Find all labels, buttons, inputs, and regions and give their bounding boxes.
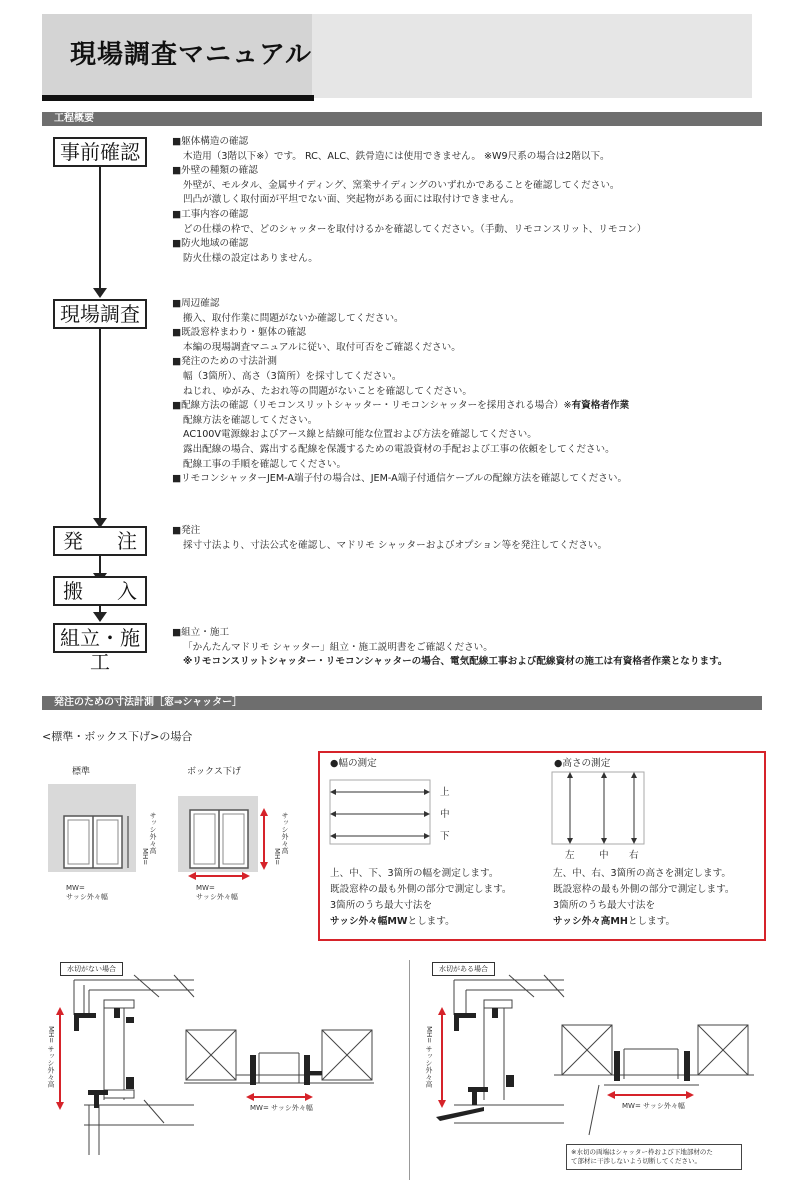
mw-sub-box: サッシ外々幅 [196, 893, 238, 901]
step-item-text: ■リモコンシャッターJEM-A端子付の場合は、JEM-A端子付通信ケーブルの配線方法を確認してください。 [172, 473, 628, 485]
step-item-line [172, 539, 772, 554]
step-item-text: 本編の現場調査マニュアルに従い、取付可否をご確認ください。 [183, 341, 461, 353]
step-item-line [172, 341, 772, 356]
height-line-1: 左、中、右、3箇所の高さを測定します。 [553, 868, 732, 879]
step-box-delivery [53, 576, 147, 606]
step-name-char: 搬 [63, 579, 83, 603]
step-item-text: ※リモコンスリットシャッター・リモコンシャッターの場合、電気配線工事および配線資材の施工は有資格者作業となります。 [183, 656, 728, 668]
step-item-line [172, 164, 772, 179]
flow-arrow-1 [93, 288, 107, 298]
flow-line-1 [99, 150, 101, 290]
mh-full-label-left: MH= サッシ外々高 [47, 1026, 55, 1088]
step-item-text: ■発注 [172, 525, 201, 536]
step-item-line [172, 252, 772, 267]
step-item-text: ■外壁の種類の確認 [172, 165, 258, 177]
step-item-line [172, 655, 772, 670]
width-bold: サッシ外々幅MW [330, 916, 408, 927]
step-item-line [172, 223, 772, 238]
section-diagram-no-drain [44, 975, 404, 1165]
step-box-order [53, 526, 147, 556]
width-line-4 [330, 914, 512, 930]
width-mark-middle: 中 [440, 809, 450, 820]
step-item-line [172, 312, 772, 327]
mw-sub-standard: サッシ外々幅 [66, 893, 108, 901]
mh-full-label-right: MH= サッシ外々高 [425, 1026, 433, 1088]
width-line-1: 上、中、下、3箇所の幅を測定します。 [330, 868, 499, 879]
step-item-line [172, 641, 772, 656]
step-name-char: 発 [63, 529, 83, 553]
mh-sub-box: サッシ外々高 [281, 812, 289, 854]
mw-label-standard: MW= [66, 884, 85, 892]
step-item-line [172, 179, 772, 194]
step-item-line [172, 414, 772, 429]
step-item-line [172, 193, 772, 208]
step-item-line [172, 443, 772, 458]
step-item-line [172, 150, 772, 165]
mh-sub-standard: サッシ外々高 [149, 812, 157, 854]
header-underline [42, 95, 314, 101]
flow-line-2 [99, 310, 101, 520]
standard-label: 標準 [72, 767, 91, 777]
mh-label-box: MH= [273, 848, 281, 866]
width-mark-top: 上 [440, 787, 450, 798]
drain-note [566, 1144, 742, 1170]
no-drain-tag: 水切がない場合 [60, 962, 123, 976]
step-item-text: どの仕様の枠で、どのシャッターを取付けるかを確認してください。（手動、リモコンスリット、リモコン） [183, 223, 647, 235]
step-item-text: ねじれ、ゆがみ、たおれ等の問題がないことを確認してください。 [183, 385, 472, 397]
width-title: ●幅の測定 [330, 758, 377, 769]
step-item-text: ■組立・施工 [172, 627, 230, 638]
step-item-text: 凹凸が激しく取付面が平坦でない面、突起物がある面には取付けできません。 [183, 194, 520, 206]
header-banner [42, 14, 752, 98]
step-item-line [172, 326, 772, 341]
step-text-pre-check [172, 135, 772, 266]
step-item-line [172, 524, 772, 539]
step-item-text: 配線工事の手順を確認してください。 [183, 458, 347, 470]
step-item-line [172, 355, 772, 370]
step-item-text: ■発注のための寸法計測 [172, 356, 278, 368]
step-item-line [172, 370, 772, 385]
step-item-line [172, 458, 772, 473]
width-line-2: 既設窓枠の最も外側の部分で測定します。 [330, 884, 512, 895]
section-diagram-with-drain [414, 975, 784, 1165]
mh-label-standard: MH= [141, 848, 149, 866]
step-item-text: 採寸寸法より、寸法公式を確認し、マドリモ シャッターおよびオプション等を発注してください。 [183, 539, 608, 551]
vertical-divider [409, 960, 410, 1180]
step-item-line [172, 297, 772, 312]
step-text-order [172, 524, 772, 553]
box-label: ボックス下げ [187, 767, 241, 777]
measure-diagrams [326, 776, 766, 866]
step-item-text: 幅（3箇所）、高さ（3箇所）を採寸してください。 [183, 370, 402, 382]
step-item-text: 「かんたんマドリモ シャッター」組立・施工説明書をご確認ください。 [183, 641, 493, 653]
step-item-text: 外壁が、モルタル、金属サイディング、窯業サイディングのいずれかであることを確認してください。 [183, 179, 620, 191]
height-mark-middle: 中 [599, 850, 609, 861]
section-bar-overview: 工程概要 [42, 112, 762, 126]
height-suffix: とします。 [627, 916, 676, 927]
mw-full-label-right: MW= サッシ外々幅 [622, 1102, 685, 1110]
drain-note-line-1: ※水切の両端はシャッター枠および下地部材のた [571, 1148, 713, 1156]
height-mark-right: 右 [629, 850, 639, 861]
step-item-line [172, 208, 772, 223]
step-text-site-survey [172, 297, 772, 487]
height-line-3: 3箇所のうち最大寸法を [553, 900, 656, 911]
with-drain-tag: 水切がある場合 [432, 962, 495, 976]
step-name-char: 注 [117, 529, 137, 553]
width-line-3: 3箇所のうち最大寸法を [330, 900, 433, 911]
step-item-line [172, 237, 772, 252]
height-description [553, 866, 735, 930]
step-item-text: 配線方法を確認してください。 [183, 414, 318, 426]
section-bar-measure: 発注のための寸法計測［窓⇒シャッター］ [42, 696, 762, 710]
step-box-pre-check: 事前確認 [53, 137, 147, 167]
height-line-2: 既設窓枠の最も外側の部分で測定します。 [553, 884, 735, 895]
step-box-assembly: 組立・施工 [53, 623, 147, 653]
step-item-line [172, 385, 772, 400]
step-item-text: 露出配線の場合、露出する配線を保護するための電設資材の手配および工事の依頼をしてください。 [183, 443, 615, 455]
step-item-text: 木造用（3階以下※）です。 RC、ALC、鉄骨造には使用できません。 ※W9尺系の場合は2階以下。 [183, 150, 610, 162]
step-item-text: ■配線方法の確認（リモコンスリットシャッター・リモコンシャッターを採用される場合）※ [172, 400, 572, 412]
step-name-char: 入 [117, 579, 137, 603]
height-bold: サッシ外々高MH [553, 916, 628, 927]
step-item-line [172, 472, 772, 487]
step-item-text: 搬入、取付作業に問題がないか確認してください。 [183, 312, 404, 324]
height-line-4 [553, 914, 735, 930]
step-item-text: AC100V電源線およびアース線と結線可能な位置および方法を確認してください。 [183, 429, 537, 441]
step-box-site-survey: 現場調査 [53, 299, 147, 329]
flow-line-3 [99, 555, 101, 575]
width-suffix: とします。 [407, 916, 455, 927]
step-item-text: ■工事内容の確認 [172, 208, 249, 220]
height-mark-left: 左 [565, 850, 575, 861]
mw-full-label-left: MW= サッシ外々幅 [250, 1104, 313, 1112]
case-title: <標準・ボックス下げ>の場合 [42, 730, 193, 743]
step-item-line [172, 428, 772, 443]
step-text-assembly [172, 626, 772, 670]
step-item-line [172, 626, 772, 641]
drain-note-line-2: て部材に干渉しないよう切断してください。 [571, 1157, 701, 1165]
width-description [330, 866, 512, 930]
page-title: 現場調査マニュアル [70, 40, 312, 70]
width-mark-bottom: 下 [440, 831, 450, 842]
step-item-bold-tail: 有資格者作業 [571, 400, 630, 412]
step-item-text: ■防火地域の確認 [172, 238, 249, 250]
step-item-text: ■躯体構造の確認 [172, 136, 249, 147]
window-front-diagrams [40, 780, 300, 890]
step-item-line [172, 135, 772, 150]
step-item-text: ■既設窓枠まわり・躯体の確認 [172, 327, 306, 339]
step-item-text: ■周辺確認 [172, 298, 220, 309]
step-item-text: 防火仕様の設定はありません。 [183, 252, 318, 264]
mw-label-box: MW= [196, 884, 215, 892]
flow-arrow-4 [93, 612, 107, 622]
height-title: ●高さの測定 [554, 758, 611, 769]
step-item-line [172, 399, 772, 414]
